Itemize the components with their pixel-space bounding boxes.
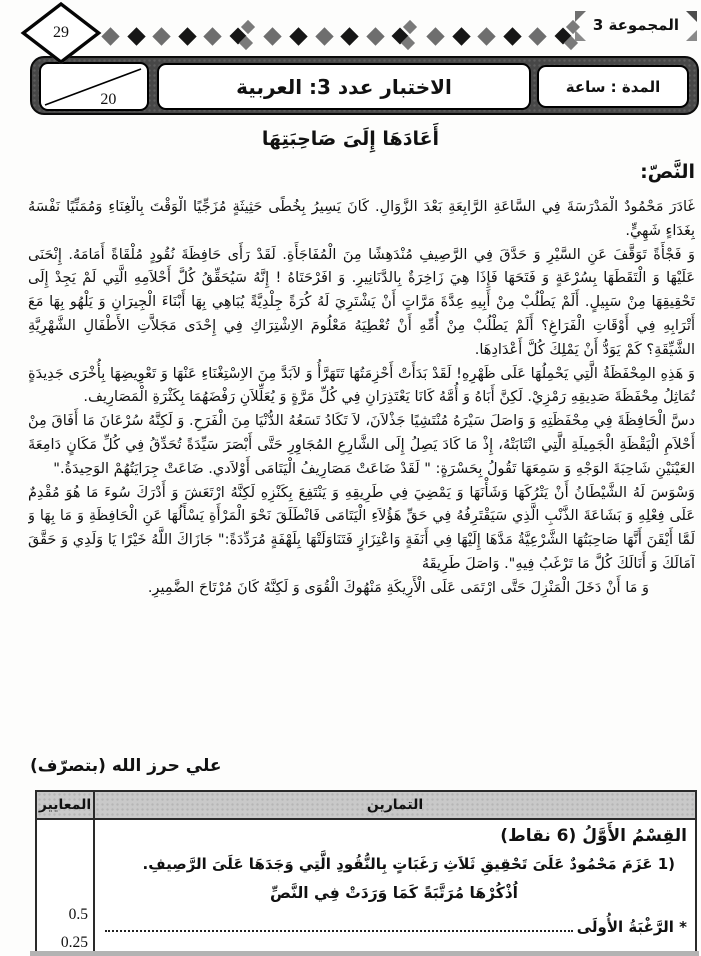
diamond-icon bbox=[426, 27, 444, 45]
top-decoration-row bbox=[0, 0, 701, 56]
score-diagonal-line bbox=[41, 64, 147, 109]
score-box bbox=[39, 62, 149, 111]
exam-title: الاختبار عدد 3: العربية bbox=[236, 74, 452, 99]
page-number-diamond bbox=[22, 3, 100, 63]
diamond-row bbox=[104, 28, 579, 44]
diamond-icon bbox=[264, 27, 282, 45]
answer-item-1: * الرَّغْبَةُ الأُولَى bbox=[576, 918, 687, 936]
diamond-icon bbox=[127, 27, 145, 45]
corner-bracket-icon bbox=[686, 11, 697, 22]
page-bottom-edge bbox=[30, 951, 699, 956]
diamond-icon bbox=[529, 27, 547, 45]
exercises-column bbox=[95, 792, 695, 952]
group-label: المجموعة 3 bbox=[592, 16, 679, 34]
exam-title-box bbox=[157, 63, 531, 110]
story-paragraph: وَ فَجْأَةً تَوَقَّفَ عَنِ السَّيْرِ وَ حَدَّقَ فِي الرَّصِيفِ مُنْدَهِشًا مِنَ الْمُفَاجَأَةِ. لَقَدْ رَأَى حَافِظَةَ نُقُودٍ مُلْقَاةً أَمَامَهُ. إِنْحَنَى عَلَيْهَا وَ الْتَقَطَهَا بِسُرْعَةٍ وَ فَتَحَهَا فَإِذَا هِيَ زَاخِرَةٌ بِالدَّنَانِيرِ. وَ افَرْحَتَاهُ ! إِنَّهُ سَيُحَقِّقُ كُلَّ أَحْلاَمِهِ الَّتِي لَمْ يَجِدْ إِلَى تَحْقِيقِهَا مِنْ سَبِيلٍ. أَلَمْ يَطْلُبْ مِنْ أَبِيهِ عِدَّةَ مَرَّاتٍ أَنْ يَشْتَرِيَ لَهُ كُرَةً جِلْدِيَّةً يُبَاهِي بِهَا أَبْنَاءَ الْجِيرَانِ وَ يَلْهُو بِهَا مَعَ أَتْرَابِهِ فِي أَوْقَاتِ الْفَرَاغِ؟ أَلَمْ يَطْلُبْ مِنْ أُمِّهِ أَنْ تُعْطِيَهُ مَعْلُومَ الاِشْتِرَاكِ فِي إِحْدَى مَجَلاَّتِ الأَطْفَالِ الشَّهْرِيَّةِ الشَّيِّقَةِ؟ كَمْ يَوَدُّ أَنْ يَمْلِكَ كُلَّ أَعْدَادِهَا. bbox=[28, 246, 695, 358]
diamond-icon bbox=[315, 27, 333, 45]
story-paragraph: وَ هَذِهِ المِحْفَظَةُ الَّتِي يَحْمِلُهَا عَلَى ظَهْرِهِ! لَقَدْ بَدَأَتْ أَحْزِمَتُهَا تَتَهَرَّأُ وَ لاَبَدَّ مِنَ الاِسْتِغْنَاءِ عَنْهَا وَ تَعْوِيضِهَا بِأُخْرَى جَدِيدَةٍ تُمَاثِلُ مِحْفَظَةَ صَدِيقِهِ رَمْزِيْ. لَكِنَّ أَبَاهُ وَ أُمَّهُ كَانَا يَعْتَذِرَانِ فِي كُلِّ مَرَّةٍ وَ يُعَلِّلاَنِ رَفْضَهُمَا بِكَثْرَةِ الْمَصَارِيف. bbox=[28, 365, 695, 406]
corner-bracket-icon bbox=[575, 30, 586, 41]
answer-line-1 bbox=[101, 917, 687, 936]
text-section-label: النَّصّ: bbox=[640, 161, 695, 183]
criteria-column bbox=[37, 792, 95, 952]
diamond-cluster-icon bbox=[394, 29, 416, 43]
mark-value-2: 0.25 bbox=[60, 934, 88, 951]
story-title: أَعَادَهَا إِلَىَ صَاحِبَتِهَا bbox=[261, 128, 440, 150]
story-paragraph: دسَّ الْحَافِظَةَ فِي مِحْفَظَتِهِ وَ وَاصَلَ سَيْرَهُ مُنْتَشِيًا جَذْلاَنَ، لاَ تَكَادُ تَسَعُهُ الدُّنْيَا مِنَ الْفَرَحِ. وَ لَكِنَّهُ سُرْعَانَ مَا أَفَاقَ مِنْ أَحْلاَمِ الْيَقْظَةِ الْجَمِيلَةِ الَّتِي انْتَابَتْهُ، إِذْ مَا كَادَ يَصِلُ إِلَى الشَّارِعِ المُجَاوِرِ حَتَّى أَبْصَرَ سَيِّدَةً تُحَدِّقُ فِي كُلِّ مَكَانٍ دَامِعَةَ العَيْنَيْنِ شَاحِبَةَ الوَجْهِ وَ سَمِعَهَا تَقُولُ بِحَسْرَةٍ: " لَقَدْ ضَاعَتْ مَصَارِيفُ الْيَتَامَى أَوْلاَدي. ضَاعَتْ جِرَايَتُهُمْ الوَحِيدَةُ." bbox=[28, 413, 695, 477]
criteria-column-header: المعايير bbox=[37, 792, 93, 820]
question-1-text: عَزَمَ مَحْمُودٌ عَلَىَ تَحْقِيقِ ثَلاَثِ رَغَبَاتٍ بِالنُّقُودِ الَّتِي وَجَدَهَا عَلَىَ الرَّصِيفِ. bbox=[142, 855, 653, 873]
answer-dots-leader bbox=[105, 917, 573, 932]
diamond-icon bbox=[366, 27, 384, 45]
duration-label: المدة : ساعة bbox=[565, 77, 661, 96]
section-title: القِسْمُ الأَوَّلُ (6 نقاط) bbox=[500, 826, 687, 846]
score-total: 20 bbox=[100, 91, 117, 108]
diamond-icon bbox=[204, 27, 222, 45]
corner-bracket-icon bbox=[686, 30, 697, 41]
corner-bracket-icon bbox=[575, 11, 586, 22]
story-attribution: علي حرز الله (بتصرّف) bbox=[30, 756, 222, 776]
story-paragraph: وَسْوَسَ لَهُ الشَّيْطَانُ أَنْ يَتْرُكَهَا وَشَأْنَهَا وَ يَمْضِيَ فِي طَرِيقِهِ وَ يَنْتَفِعَ بِكَنْزِهِ لَكِنَّهُ ارْتَعَشَ وَ أَدْرَكَ سُوءَ مَا هُوَ مُقْدِمٌ عَلَى فِعْلِهِ وَ بَشَاعَةَ الذَّنْبِ الَّذِي سَيَقْتَرِفُهُ فِي حَقِّ هَؤُلاَءِ الْيَتَامَى فَانْطَلَقَ نَحْوَ الْمَرْأَةِ يَسْأَلُهَا عَنِ الْحَافِظَةِ وَ مَا بِهَا وَ لَمَّا أَيْقَنَ أَنَّهَا صَاحِبَتُهَا الشَّرْعِيَّةُ مَدَّهَا إِلَيْهَا فِي أَنَفَةٍ وَاعْتِزَازٍ فَتَنَاوَلَتْهَا بِلَهْفَةٍ مُرَدِّدَةً:" جَازَاكَ اللَّهُ خَيْرًا يَا وَلَدِي وَ حَقَّقَ آمَالَكَ وَ أَنَالَكَ كُلَّ مَا تَرْغَبُ فِيهِ". وَاصَلَ طَرِيقَهُ bbox=[28, 484, 695, 572]
story-paragraph: وَ مَا أَنْ دَخَلَ الْمَنْزِلَ حَتَّى ارْتَمَى عَلَى الْأَرِيكَةِ مَنْهُوكَ الْقُوَى وَ لَكِنَّهُ كَانَ مُرْتَاحَ الضَّمِيرِ. bbox=[147, 579, 649, 596]
mark-value-1: 0.5 bbox=[68, 906, 88, 923]
diamond-icon bbox=[178, 27, 196, 45]
diamond-icon bbox=[289, 27, 307, 45]
diamond-icon bbox=[503, 27, 521, 45]
question-1-instruction: اُذْكُرْهَا مُرَتَّبَةً كَمَا وَرَدَتْ فِي النَّصِّ bbox=[269, 884, 518, 902]
diamond-icon bbox=[152, 27, 170, 45]
exercises-column-body bbox=[95, 820, 695, 952]
page-number: 29 bbox=[53, 24, 69, 41]
diamond-cluster-icon bbox=[232, 29, 254, 43]
exam-header-band bbox=[30, 56, 699, 115]
question-1 bbox=[101, 851, 687, 878]
criteria-column-body bbox=[37, 820, 93, 952]
story-body bbox=[28, 196, 695, 756]
duration-box bbox=[537, 65, 689, 108]
question-1-number: 1) bbox=[657, 855, 675, 873]
diamond-icon bbox=[101, 27, 119, 45]
exercises-column-header: التمارين bbox=[95, 792, 695, 820]
diamond-icon bbox=[341, 27, 359, 45]
exercises-table bbox=[35, 790, 697, 954]
group-label-frame bbox=[577, 13, 695, 37]
story-paragraph: غَادَرَ مَحْمُودٌ الْمَدْرَسَةَ فِي السَّاعَةِ الرَّابِعَةِ بَعْدَ الزَّوَالِ. كَانَ يَسِيرُ بِخُطًى حَثِيثَةٍ مُزَجِّيًا الْوَقْتَ بِالْغِنَاءِ وَمُمَنِّيًا نَفْسَهُ بِغَدَاءٍ شَهِيٍّ. bbox=[28, 199, 695, 239]
diamond-icon bbox=[452, 27, 470, 45]
diamond-icon bbox=[477, 27, 495, 45]
